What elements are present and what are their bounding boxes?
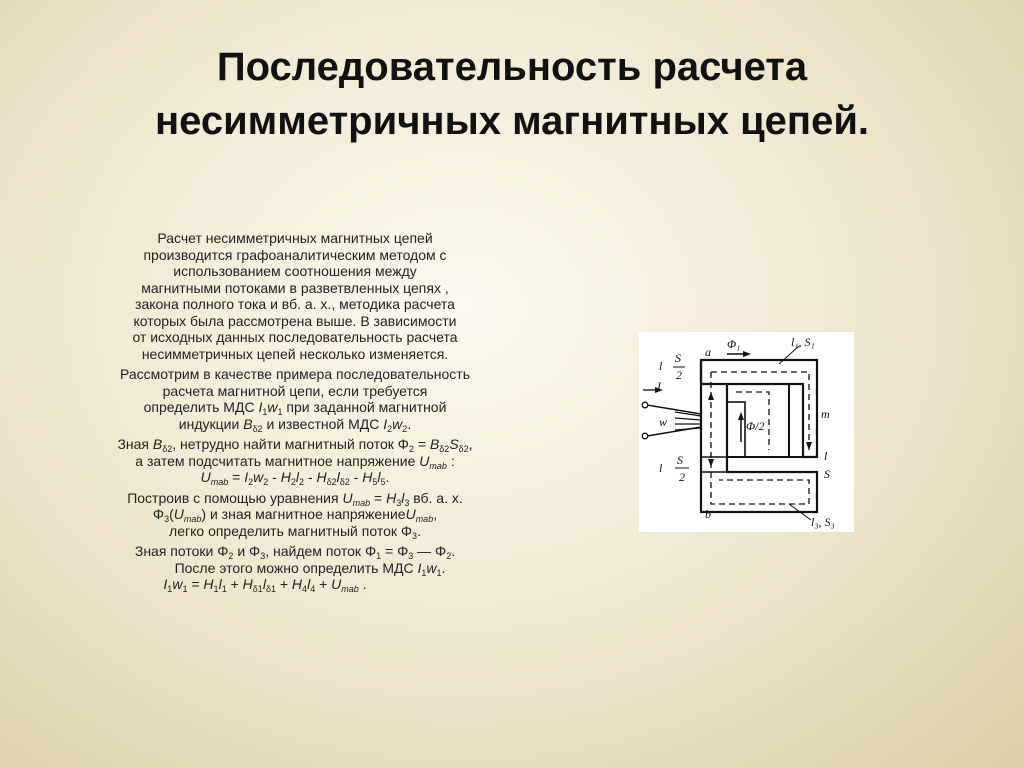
label-two-top: 2 [676,368,682,382]
coil-lead-1 [647,405,701,414]
label-l-delta2: l [659,359,663,373]
label-s-delta2: S [675,351,681,365]
label-l3s3: l₃, S₃ [811,515,835,529]
slide-title [0,40,1024,148]
terminal-1 [642,402,648,408]
title-line-2: несимметричных магнитных цепей. [154,99,870,143]
label-l-delta1: l [824,449,828,463]
label-phi2: Φ/2 [746,419,765,433]
label-l-delta: l [659,461,663,475]
intro-line: производится графоаналитическим методом с [143,246,447,263]
construct-line-1: Построив с помощью уравнения $U_{mab} = H_3l_3$ вб. а. х. [127,489,463,508]
paragraph-flux [60,436,530,486]
example-line-4: индукции $B_{\delta 2}$ и известной МДС $I_2w_2$. [178,415,412,434]
equation-umab: $U_{mab} = I_2w_2 - H_2l_2 - H_{\delta 2}l_{\delta 2} - H_5l_5$. [200,469,390,487]
intro-line: несимметричных цепей несколько изменяется. [141,345,449,362]
label-two-bottom: 2 [679,470,685,484]
label-current: I [657,379,661,393]
title-line-1: Последовательность расчета [216,45,808,89]
magnetic-circuit-figure [639,332,854,532]
flux-line-2: а затем подсчитать магнитное напряжение $U_{mab}$ : [135,452,455,471]
fluxes-line-2: После этого можно определить МДС $I_1w_1$. [174,559,446,578]
label-m: m [821,407,830,421]
intro-line: от исходных данных последовательность расчета [132,329,458,345]
intro-line: использованием соотношения между [173,263,417,279]
fluxes-line-1: Зная потоки $\Phi_2$ и $\Phi_3$, найдем поток $\Phi_1 = \Phi_3$ — $\Phi_2$. [134,543,456,561]
label-turns: w [659,415,668,429]
intro-line: Расчет несимметричных магнитных цепей [157,230,433,246]
magnetic-circuit-diagram [639,332,854,532]
label-a: a [705,345,711,359]
paragraph-example [60,366,530,432]
core-outer-outline [701,360,817,457]
body-text [60,230,530,597]
label-s-delta1: S [824,467,830,481]
left-limb [701,360,817,512]
example-line-2: расчета магнитной цепи, если требуется [162,382,428,399]
flux-arrow-left-up [708,392,714,400]
label-l1s1: l₁, S₁ [791,335,815,349]
equation-final: $I_1w_1 = H_1l_1 + H_{\delta 1}l_{\delta 1} + H_4l_4 + U_{mab}$ . [163,576,367,594]
flux-arrow-left-down [708,459,714,467]
label-b: b [705,507,711,521]
intro-line: магнитными потоками в разветвленных цепях , [141,279,449,296]
paragraph-construct [60,490,530,540]
paragraph-fluxes [60,543,530,593]
flux-line-1: Зная $B_{\delta 2}$, нетрудно найти магнитный поток $\Phi_2 = B_{\delta 2}S_{\delta 2}$, [117,436,473,454]
flux-arrow-right-down [806,442,812,450]
center-post [727,402,745,457]
construct-line-2: $\Phi_3(U_{mab})$ и зная магнитное напряжениеU$_{mab}$, [152,506,438,524]
paragraph-intro [60,230,530,362]
terminal-2 [642,433,648,439]
example-line-1: Рассмотрим в качестве примера последовательность [119,366,471,382]
example-line-3: определить МДС $I_1w_1$ при заданной магнитной [143,399,447,417]
label-s-delta: S [677,453,683,467]
label-phi1: Φ₁ [727,337,741,351]
intro-line: которых была рассмотрена выше. В зависимости [133,312,457,329]
intro-line: закона полного тока и вб. а. х., методика расчета [135,296,455,312]
core-inner-outline [727,384,803,457]
construct-line-3: легко определить магнитный поток $\Phi_3$. [169,522,421,541]
